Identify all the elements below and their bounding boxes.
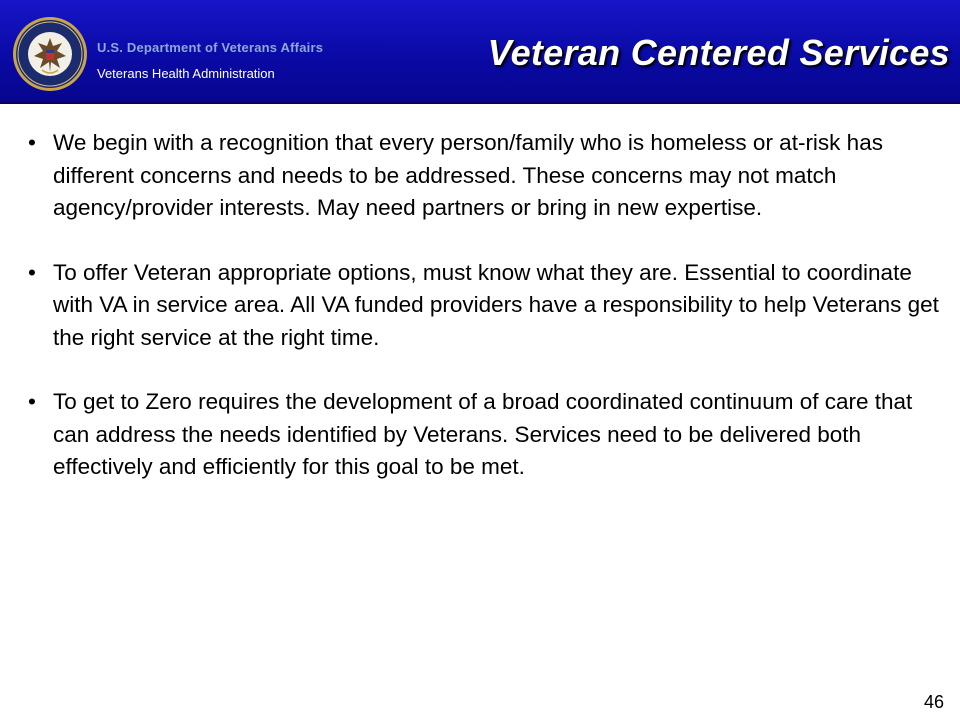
va-seal-icon — [12, 16, 88, 92]
bullet-text: To get to Zero requires the development of a broad coordinated continuum of care that can address the needs identified by Veterans. Services need to be delivered both effectively and efficiently for this goal to be met. — [53, 389, 913, 479]
bullet-marker: • — [28, 130, 36, 155]
slide-header — [0, 0, 960, 104]
slide-title: Veteran Centered Services — [487, 32, 950, 73]
bullet-marker: • — [28, 259, 36, 285]
agency-name: U.S. Department of Veterans Affairs — [97, 40, 324, 55]
slide-body — [22, 127, 940, 516]
bullet-text: We begin with a recognition that every person/family who is homeless or at-risk has different concerns and needs to be addressed. These concerns may not match agency/provider interests. May need partners or bring in new expertise. — [53, 130, 883, 220]
bullet-item — [22, 127, 940, 225]
administration-name: Veterans Health Administration — [97, 66, 275, 81]
bullet-text: To offer Veteran appropriate options, must know what they are. Essential to coordinate with VA in service area. All VA funded providers have a responsibility to help Veterans get the right service at the right time. — [53, 259, 939, 350]
bullet-marker: • — [28, 389, 36, 414]
page-number: 46 — [923, 692, 944, 712]
bullet-item — [22, 257, 940, 355]
bullet-item — [22, 386, 940, 484]
